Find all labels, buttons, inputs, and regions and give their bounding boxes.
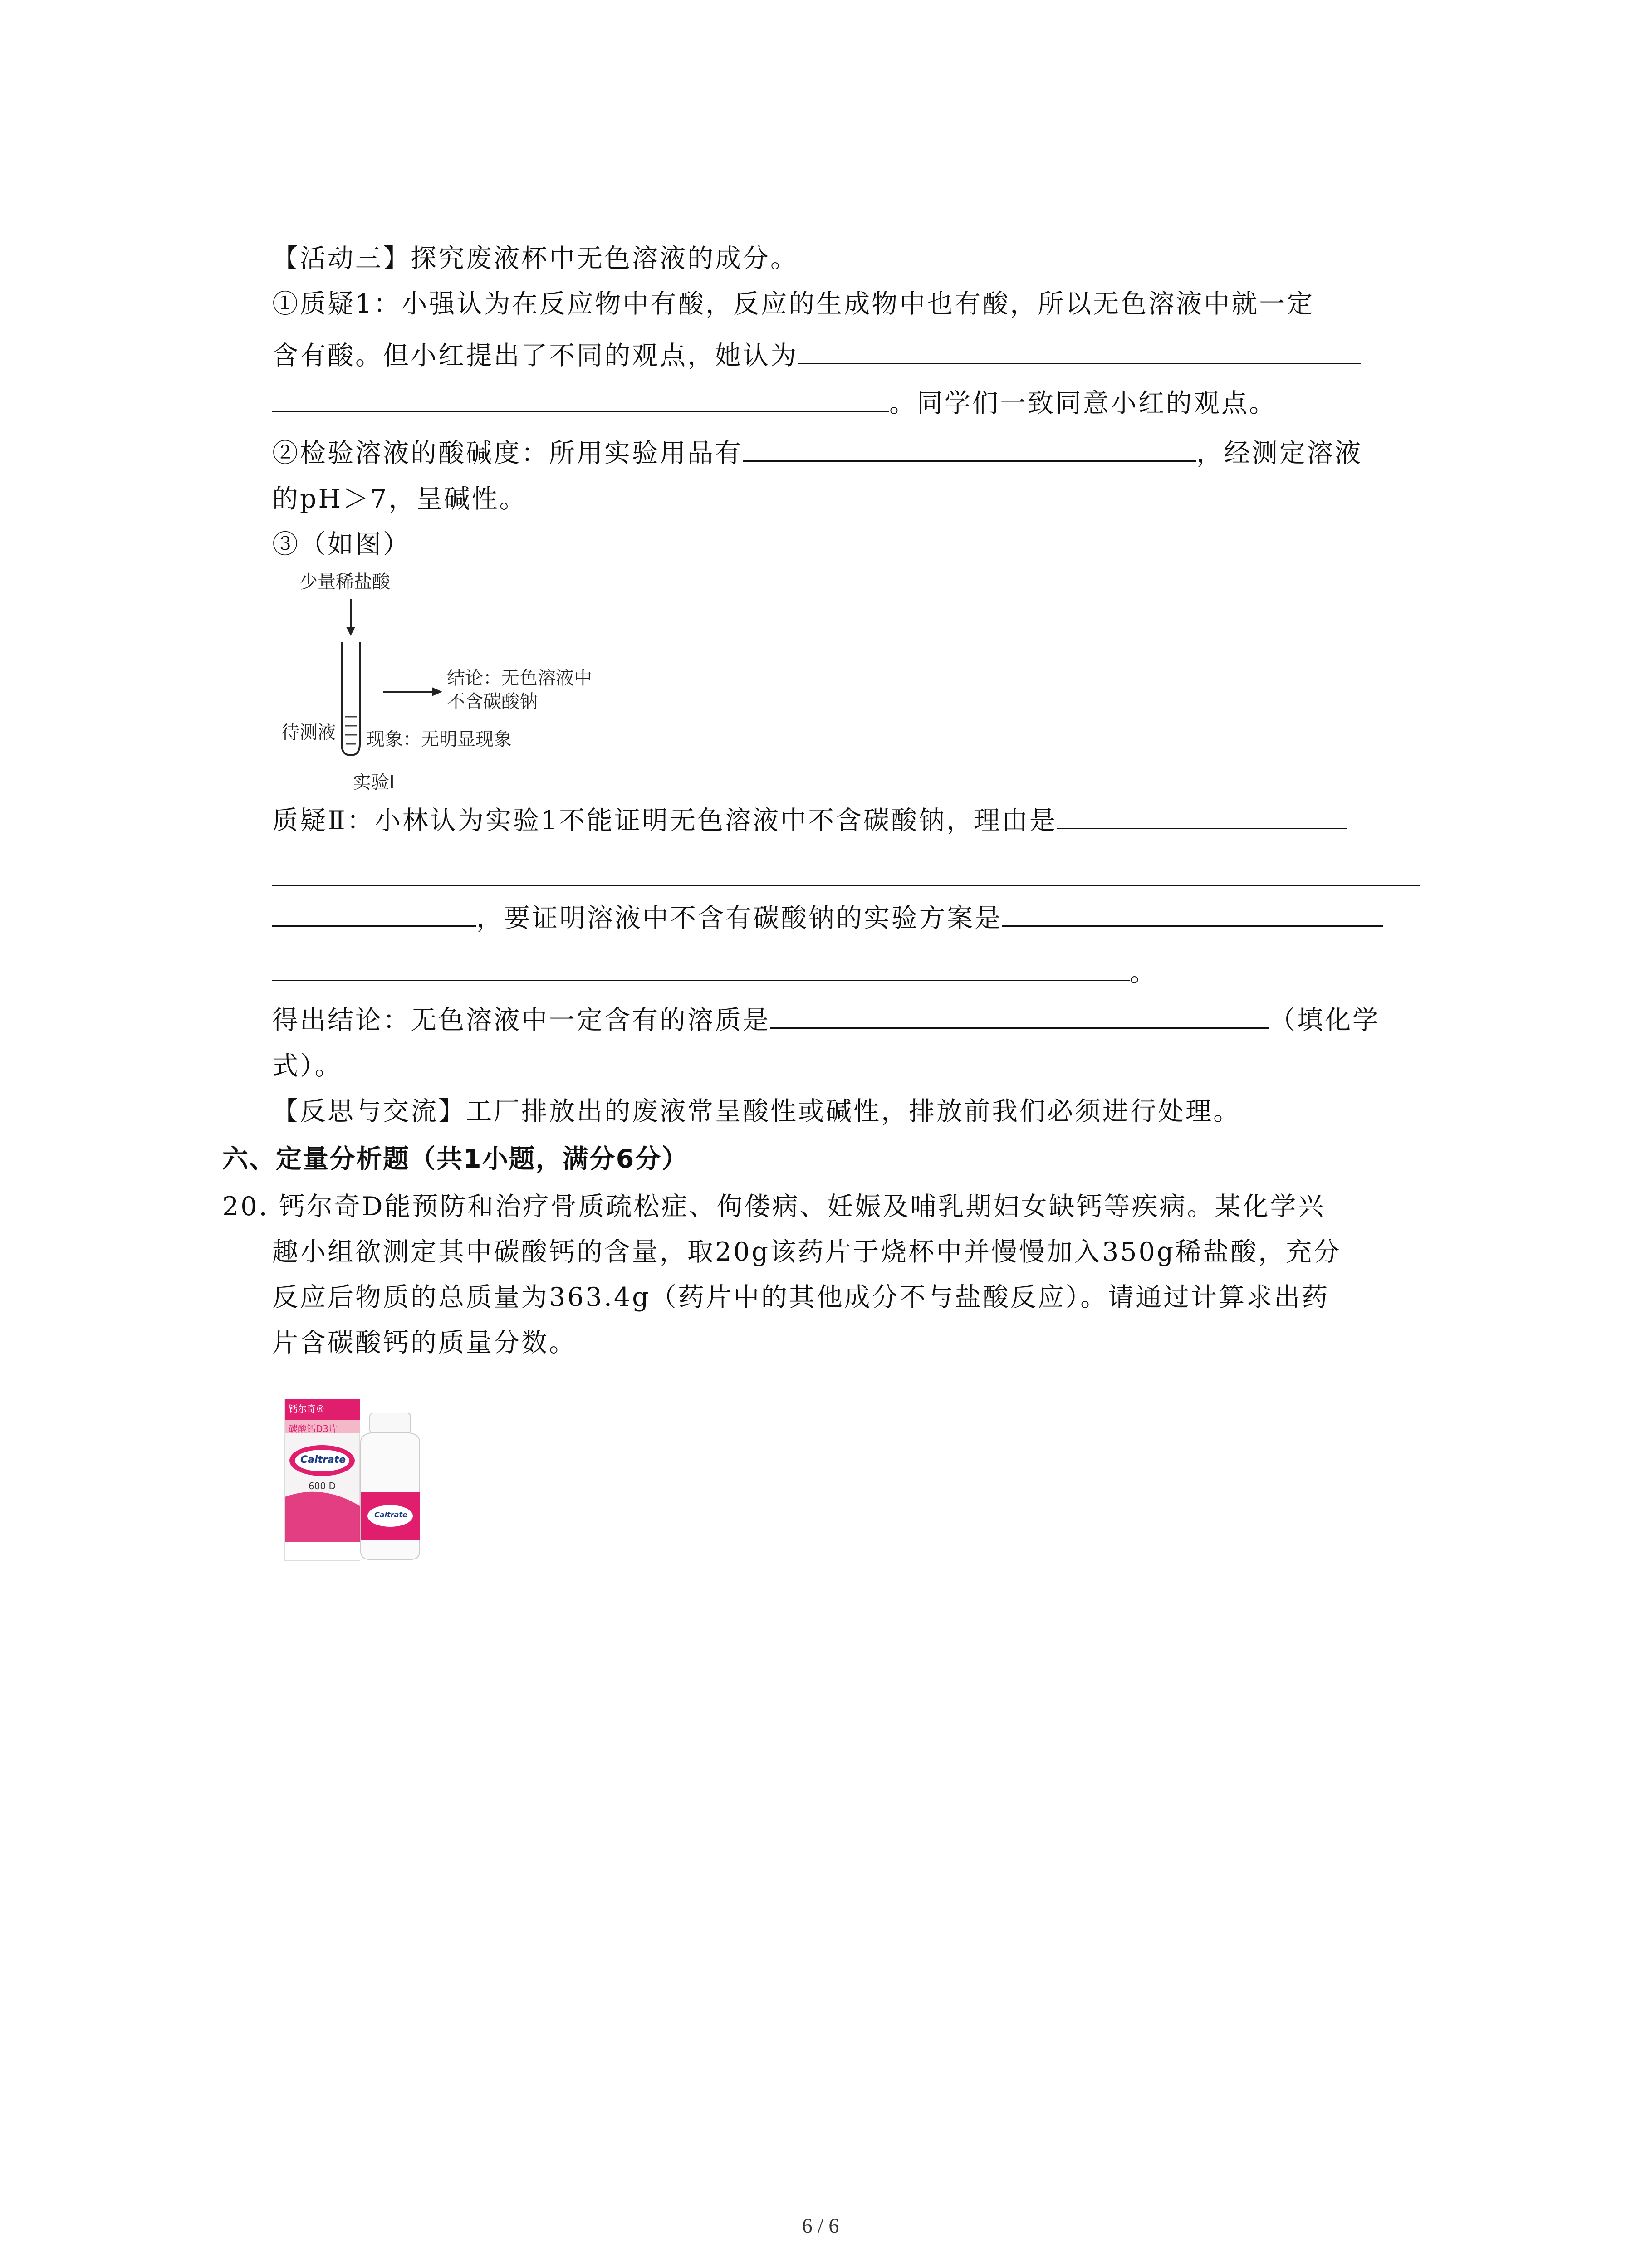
answer-blank-2[interactable] bbox=[272, 383, 889, 412]
page-number: 6 / 6 bbox=[802, 2214, 839, 2237]
q20-line4: 片含碳酸钙的质量分数。 bbox=[272, 1328, 577, 1358]
q20-line2: 趣小组欲测定其中碳酸钙的含量，取20g该药片于烧杯中并慢慢加入350g稀盐酸，充分 bbox=[272, 1237, 1342, 1267]
liquid bbox=[345, 717, 357, 744]
answer-blank-5[interactable] bbox=[272, 857, 1420, 886]
doubt2-line4 bbox=[272, 953, 1157, 991]
doubt2-line1 bbox=[272, 801, 1347, 839]
conclusion-line2: 式）。 bbox=[272, 1051, 343, 1081]
answer-blank-4[interactable] bbox=[1057, 801, 1347, 829]
doubt2-line3 bbox=[272, 898, 1383, 936]
conclusion-text-a: 得出结论：无色溶液中一定含有的溶质是 bbox=[272, 1005, 770, 1035]
answer-blank-3[interactable] bbox=[743, 433, 1196, 462]
product-bottle bbox=[361, 1413, 420, 1559]
section6-title: 六、定量分析题（共1小题，满分6分） bbox=[222, 1144, 689, 1174]
doubt2-line3-text: ，要证明溶液中不含有碳酸钠的实验方案是 bbox=[476, 903, 1002, 933]
diagram-conclusion-line1: 结论：无色溶液中 bbox=[447, 668, 592, 689]
question1-line3 bbox=[272, 383, 1277, 421]
test-tube-diagram bbox=[290, 594, 526, 785]
test-tube bbox=[342, 642, 360, 755]
q20-line1: 20. 钙尔奇D能预防和治疗骨质疏松症、佝偻病、妊娠及哺乳期妇女缺钙等疾病。某化学兴 bbox=[222, 1192, 1326, 1222]
question3-label: ③（如图） bbox=[272, 529, 411, 559]
diagram-caption: 实验Ⅰ bbox=[353, 772, 395, 793]
question1-line2-text: 含有酸。但小红提出了不同的观点，她认为 bbox=[272, 341, 798, 371]
product-box-name: 碳酸钙D3片 bbox=[289, 1423, 338, 1434]
right-arrow-head bbox=[432, 687, 442, 696]
reflection-text: 【反思与交流】工厂排放出的废液常呈酸性或碱性，排放前我们必须进行处理。 bbox=[272, 1096, 1241, 1126]
answer-blank-1[interactable] bbox=[798, 336, 1361, 364]
diagram-left-label: 待测液 bbox=[281, 722, 336, 743]
question2-line2: 的pH＞7，呈碱性。 bbox=[272, 484, 527, 514]
diagram-conclusion-line2: 不含碳酸钠 bbox=[447, 691, 538, 712]
conclusion-line1 bbox=[272, 1000, 1380, 1038]
doubt2-line1-text: 质疑Ⅱ：小林认为实验1不能证明无色溶液中不含碳酸钠，理由是 bbox=[272, 806, 1058, 836]
answer-blank-8[interactable] bbox=[272, 953, 1130, 981]
question1-line2 bbox=[272, 336, 1361, 374]
question1-line3-text: 。同学们一致同意小红的观点。 bbox=[889, 388, 1277, 418]
conclusion-text-b: （填化学 bbox=[1269, 1005, 1380, 1035]
doubt2-line4-text: 。 bbox=[1130, 958, 1157, 987]
answer-blank-6[interactable] bbox=[272, 898, 476, 927]
product-bottle-brand: Caltrate bbox=[374, 1510, 407, 1519]
activity3-heading: 【活动三】探究废液杯中无色溶液的成分。 bbox=[272, 244, 798, 274]
down-arrow-head bbox=[346, 627, 355, 636]
product-dose: 600 D bbox=[309, 1481, 336, 1491]
answer-blank-7[interactable] bbox=[1002, 898, 1383, 927]
diagram-top-label: 少量稀盐酸 bbox=[299, 572, 390, 592]
question2-line1-text-a: ②检验溶液的酸碱度：所用实验用品有 bbox=[272, 438, 743, 468]
product-brand: Caltrate bbox=[300, 1454, 346, 1466]
diagram-phenomenon: 现象：无明显现象 bbox=[367, 729, 512, 750]
question1-line1: ①质疑1：小强认为在反应物中有酸，反应的生成物中也有酸，所以无色溶液中就一定 bbox=[272, 289, 1315, 319]
q20-line3: 反应后物质的总质量为363.4g（药片中的其他成分不与盐酸反应）。请通过计算求出药 bbox=[272, 1282, 1330, 1312]
doubt2-line2 bbox=[272, 857, 1420, 895]
question2-line1-text-b: ，经测定溶液 bbox=[1196, 438, 1362, 468]
product-box-top-text: 钙尔奇® bbox=[289, 1403, 325, 1414]
answer-blank-9[interactable] bbox=[770, 1000, 1269, 1029]
product-image bbox=[281, 1393, 426, 1565]
question2-line1 bbox=[272, 433, 1362, 471]
